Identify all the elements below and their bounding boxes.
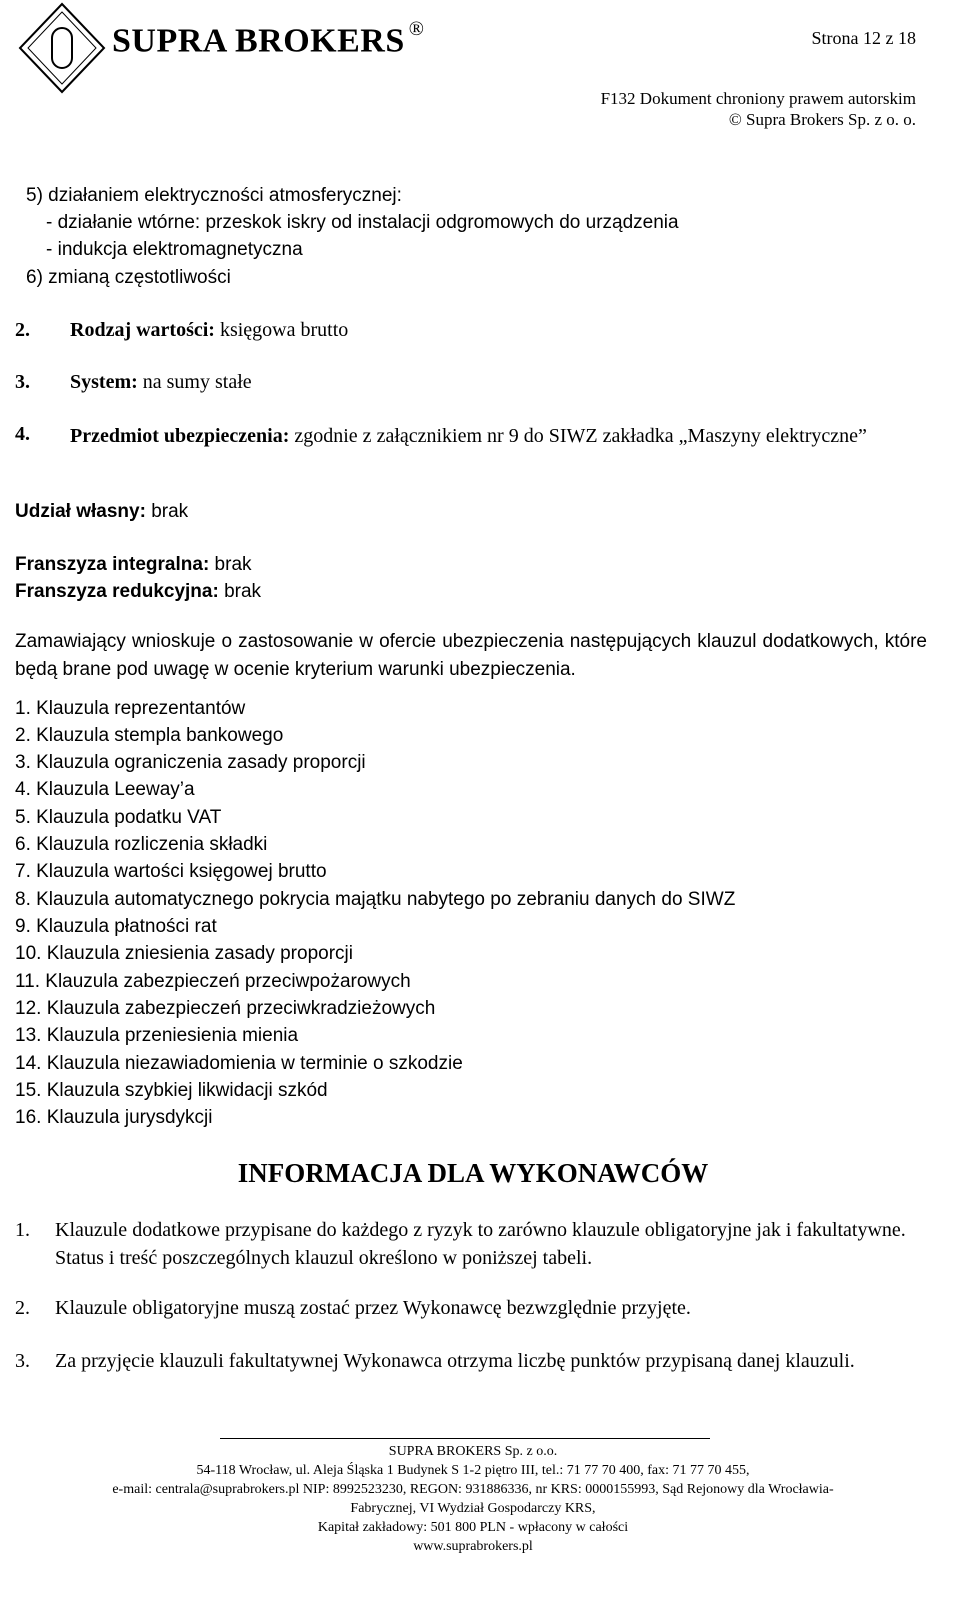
clause-item: 8. Klauzula automatycznego pokrycia majątku nabytego po zebraniu danych do SIWZ (15, 889, 736, 910)
info-item-1: 1. Klauzule dodatkowe przypisane do każdego z ryzyk to zarówno klauzule obligatoryjne jak i fakultatywne. Status i treść poszczególnych klauzul określono w poniższej tabeli. (15, 1219, 906, 1269)
clause-item: 5. Klauzula podatku VAT (15, 807, 222, 828)
section-4-content: Przedmiot ubezpieczenia: zgodnie z załącznikiem nr 9 do SIWZ zakładka „Maszyny elektryczne” (70, 425, 867, 447)
risk-item-5-sub-1: - działanie wtórne: przeskok iskry od instalacji odgromowych do urządzenia (46, 212, 679, 233)
clause-item: 10. Klauzula zniesienia zasady proporcji (15, 943, 353, 964)
clauses-intro: Zamawiający wnioskuje o zastosowanie w ofercie ubezpieczenia następujących klauzul dodatkowych, które będą brane pod uwagę w ocenie kryterium warunki ubezpieczenia. (15, 631, 927, 680)
reducing-franchise: Franszyza redukcyjna: brak (15, 581, 262, 602)
brand-name: SUPRA BROKERS ® (112, 18, 425, 60)
section-3-content: System: na sumy stałe (70, 371, 252, 393)
footer-court: Fabrycznej, VI Wydział Gospodarczy KRS, (350, 1501, 596, 1516)
page-number: Strona 12 z 18 (811, 28, 916, 48)
clause-item: 3. Klauzula ograniczenia zasady proporcji (15, 752, 366, 773)
page-header (0, 0, 960, 130)
footer-address: 54-118 Wrocław, ul. Aleja Śląska 1 Budynek S 1-2 piętro III, tel.: 71 77 70 400, fax: 71 77 70 455, (196, 1463, 750, 1478)
clause-item: 1. Klauzula reprezentantów (15, 698, 246, 719)
info-heading: INFORMACJA DLA WYKONAWCÓW (237, 1158, 709, 1188)
info-item-3: 3. Za przyjęcie klauzuli fakultatywnej Wykonawca otrzyma liczbę punktów przypisaną danej klauzuli. (15, 1350, 855, 1372)
clause-item: 15. Klauzula szybkiej likwidacji szkód (15, 1080, 328, 1101)
clause-item: 14. Klauzula niezawiadomienia w terminie o szkodzie (15, 1053, 463, 1074)
footer-divider (220, 1438, 710, 1439)
risk-item-6: 6) zmianą częstotliwości (26, 267, 231, 288)
section-3: 3. (15, 371, 30, 393)
footer-website[interactable]: www.suprabrokers.pl (413, 1539, 533, 1554)
footer-capital: Kapitał zakładowy: 501 800 PLN - wpłacony w całości (317, 1520, 629, 1535)
own-share: Udział własny: brak (15, 501, 189, 522)
info-item-2: 2. Klauzule obligatoryjne muszą zostać przez Wykonawcę bezwzględnie przyjęte. (15, 1297, 691, 1319)
integral-franchise: Franszyza integralna: brak (15, 554, 252, 575)
clause-item: 16. Klauzula jurysdykcji (15, 1107, 213, 1128)
copyright-notice: F132 Dokument chroniony prawem autorskim © Supra Brokers Sp. z o. o. (600, 89, 916, 129)
clause-item: 4. Klauzula Leeway’a (15, 779, 195, 800)
supra-logo-icon (14, 0, 110, 96)
clause-item: 13. Klauzula przeniesienia mienia (15, 1025, 299, 1046)
footer-company: SUPRA BROKERS Sp. z o.o. (388, 1444, 558, 1459)
section-4: 4. (15, 423, 30, 445)
page-footer (0, 1442, 946, 1556)
section-2: 2. (15, 319, 30, 341)
section-2-content: Rodzaj wartości: księgowa brutto (70, 319, 349, 341)
clause-item: 7. Klauzula wartości księgowej brutto (15, 861, 327, 882)
clause-item: 11. Klauzula zabezpieczeń przeciwpożarowych (15, 971, 411, 992)
clause-item: 9. Klauzula płatności rat (15, 916, 217, 937)
clause-item: 12. Klauzula zabezpieczeń przeciwkradzieżowych (15, 998, 436, 1019)
risk-item-5-sub-2: - indukcja elektromagnetyczna (46, 239, 303, 260)
clause-item: 6. Klauzula rozliczenia składki (15, 834, 268, 855)
footer-registry: e-mail: centrala@suprabrokers.pl NIP: 8992523230, REGON: 931886336, nr KRS: 0000155993, Sąd Rejonowy dla Wrocławia- (112, 1482, 834, 1497)
clause-item: 2. Klauzula stempla bankowego (15, 725, 284, 746)
risk-item-5: 5) działaniem elektryczności atmosferycznej: (26, 185, 402, 206)
